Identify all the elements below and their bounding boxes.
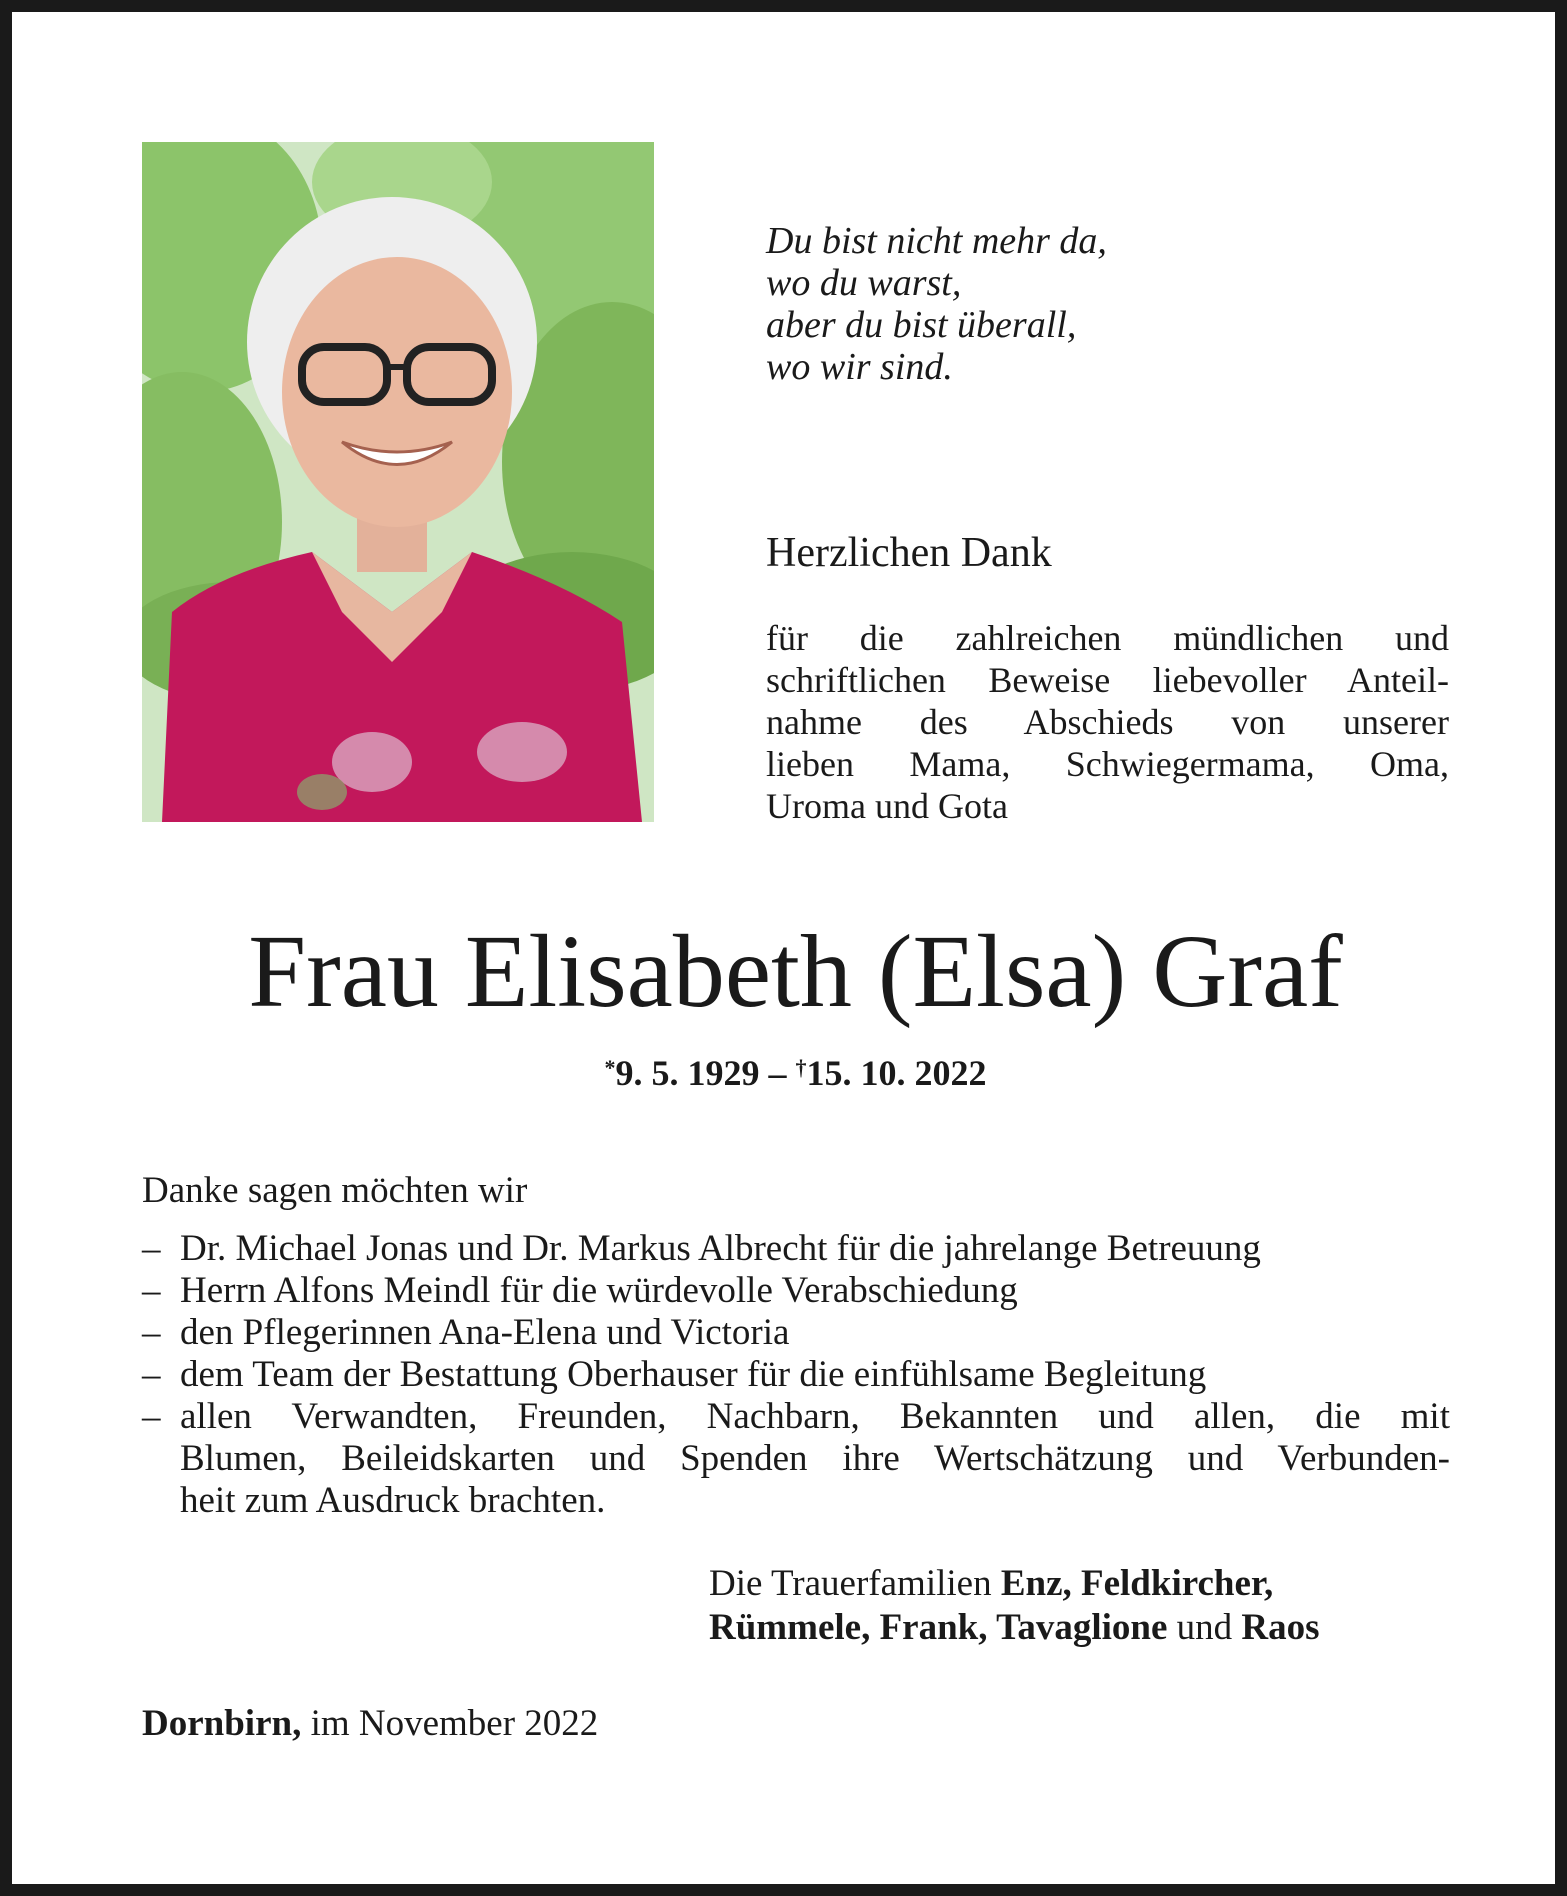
family-names: Raos	[1241, 1607, 1320, 1648]
life-dates	[12, 1046, 1567, 1095]
list-item	[142, 1270, 1450, 1312]
poem-line: aber du bist überall,	[766, 304, 1077, 346]
families-conjunction: und	[1167, 1607, 1242, 1648]
mourning-families	[709, 1562, 1320, 1650]
dash-bullet: –	[142, 1270, 161, 1311]
list-item-text: Herrn Alfons Meindl für die würdevolle Verabschiedung	[180, 1270, 1018, 1311]
list-item-text: Blumen, Beileidskarten und Spenden ihre Wertschätzung und Verbunden-	[180, 1438, 1450, 1479]
families-line-2	[709, 1606, 1320, 1650]
poem-line: wo wir sind.	[766, 346, 953, 388]
birth-symbol: *	[604, 1055, 616, 1080]
acknowledgements-intro: Danke sagen möchten wir	[142, 1170, 528, 1211]
families-prefix: Die Trauerfamilien	[709, 1563, 1001, 1604]
list-item	[142, 1228, 1450, 1270]
place-date	[142, 1702, 598, 1746]
dash-bullet: –	[142, 1396, 161, 1437]
birth-date: 9. 5. 1929	[615, 1053, 760, 1093]
acknowledgements-list	[142, 1228, 1450, 1522]
families-line-1	[709, 1562, 1320, 1606]
death-symbol: †	[795, 1055, 807, 1080]
deceased-name: Frau Elisabeth (Elsa) Graf	[248, 914, 1343, 1029]
dash-bullet: –	[142, 1354, 161, 1395]
list-item-text: den Pflegerinnen Ana-Elena und Victoria	[180, 1312, 790, 1353]
list-item	[142, 1312, 1450, 1354]
list-item-text: dem Team der Bestattung Oberhauser für die einfühlsame Begleitung	[180, 1354, 1207, 1395]
list-item-text: heit zum Ausdruck brachten.	[180, 1480, 606, 1521]
thanks-body	[766, 617, 1449, 827]
poem-line: wo du warst,	[766, 262, 962, 304]
thanks-line: für die zahlreichen mündlichen und	[766, 618, 1449, 658]
list-item-text: allen Verwandten, Freunden, Nachbarn, Bekannten und allen, die mit	[180, 1396, 1450, 1437]
dash-bullet: –	[142, 1312, 161, 1353]
thanks-title: Herzlichen Dank	[766, 530, 1052, 576]
poem	[766, 220, 1107, 388]
thanks-line: schriftlichen Beweise liebevoller Anteil-	[766, 660, 1449, 700]
dash-bullet: –	[142, 1228, 161, 1269]
thanks-line: lieben Mama, Schwiegermama, Oma,	[766, 744, 1449, 784]
list-item	[142, 1354, 1450, 1396]
date: im November 2022	[301, 1703, 599, 1744]
portrait-photo	[142, 142, 654, 822]
family-names: Enz, Feldkircher,	[1000, 1563, 1274, 1604]
thanks-line: nahme des Abschieds von unserer	[766, 702, 1449, 742]
list-item	[142, 1396, 1450, 1522]
date-separator: –	[759, 1053, 796, 1093]
poem-line: Du bist nicht mehr da,	[766, 220, 1107, 262]
place: Dornbirn,	[142, 1703, 302, 1744]
list-item-text: Dr. Michael Jonas und Dr. Markus Albrecht für die jahrelange Betreuung	[180, 1228, 1261, 1269]
thanks-line: Uroma und Gota	[766, 786, 1008, 826]
family-names: Rümmele, Frank, Tavaglione	[709, 1607, 1168, 1648]
death-date: 15. 10. 2022	[806, 1053, 987, 1093]
